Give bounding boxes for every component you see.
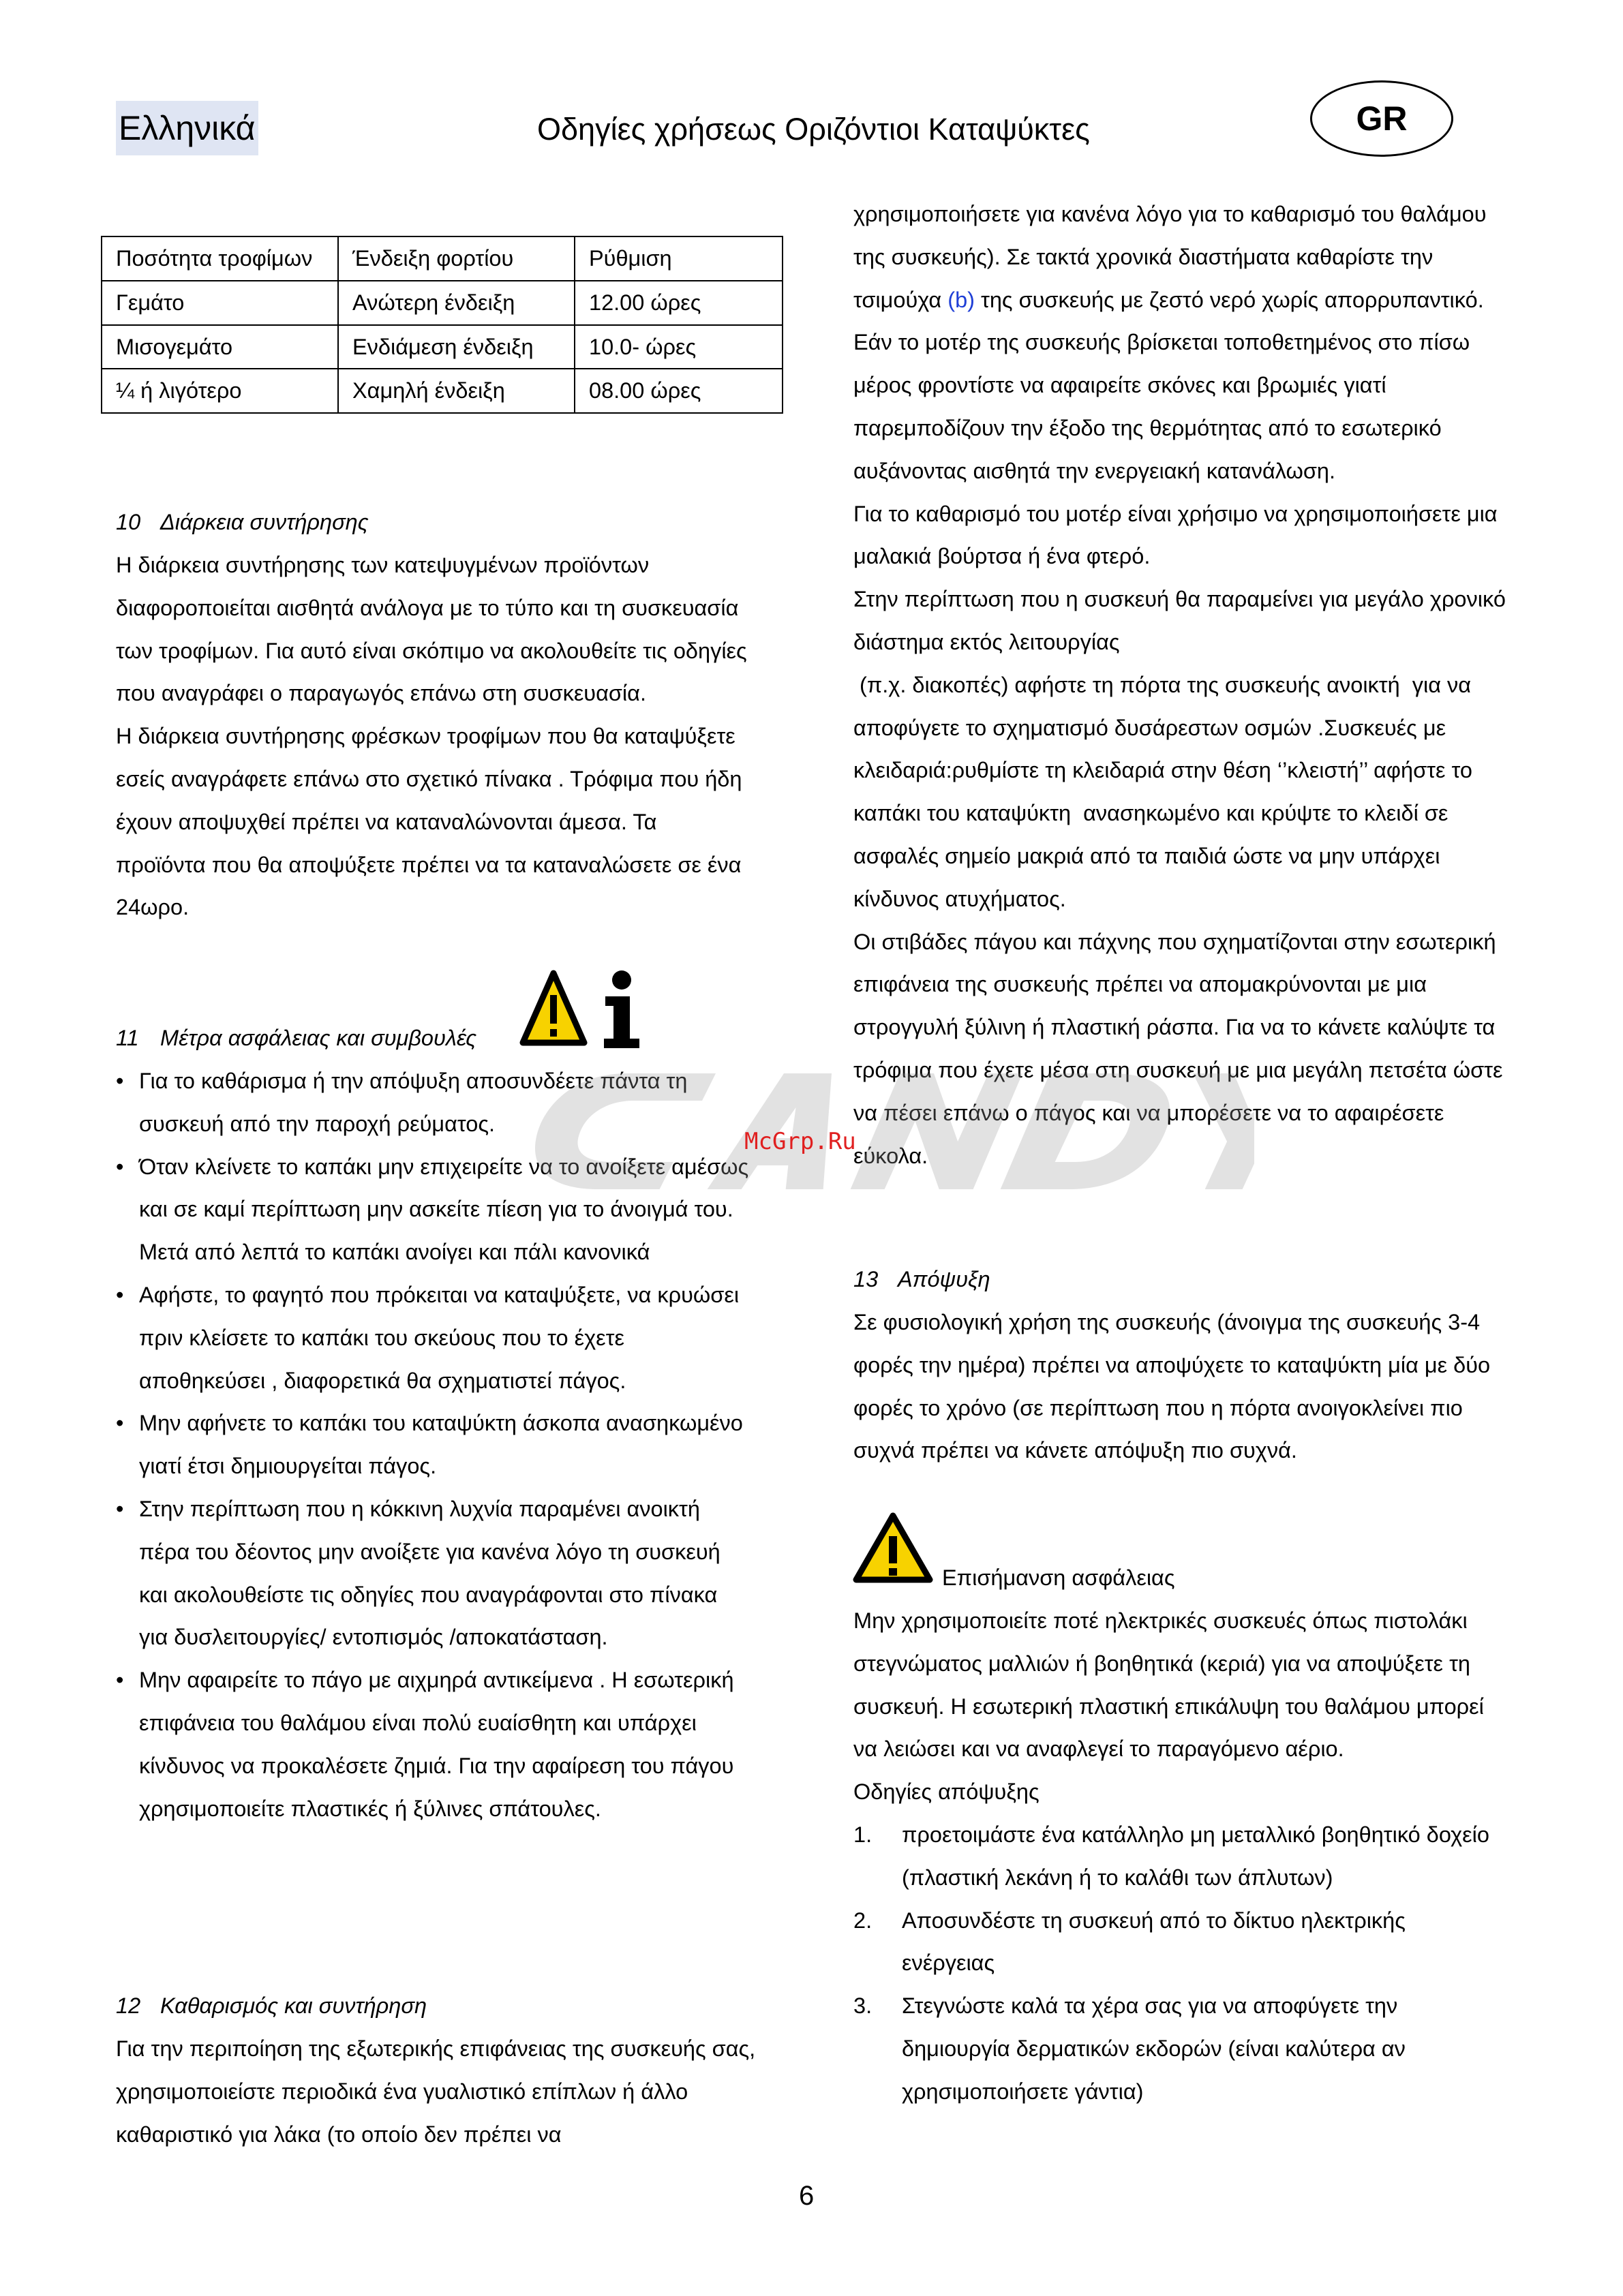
table-cell: Ανώτερη ένδειξη	[338, 281, 575, 325]
instructions-title: Οδηγίες απόψυξης	[853, 1779, 1040, 1805]
loading-table	[101, 236, 783, 414]
country-badge: GR	[1310, 80, 1453, 157]
paragraph: Για το καθαρισμό του μοτέρ είναι χρήσιμο να χρησιμοποιήσετε μια μαλακιά βούρτσα ή ένα φτερό.	[853, 501, 1498, 569]
paragraph: Η διάρκεια συντήρησης των κατεψυγμένων προϊόντων διαφοροποιείται αισθητά ανάλογα με το τύπο και τη συσκευασία των τροφίμων. Για αυτό είναι σκόπιμο να ακολουθείτε τις οδηγίες που αναγράφει ο παραγωγός επάνω στη συσκευασία.	[116, 553, 747, 706]
list-item: • Στην περίπτωση που η κόκκινη λυχνία παραμένει ανοικτή πέρα του δέοντος μην ανοίξετε για κανένα λόγο τη συσκευή και ακολουθείστε τις οδηγίες που αναγράφονται στο πίνακα για δυσλειτουργίες/ εντοπισμός /αποκατάσταση.	[116, 1488, 750, 1659]
section-13-heading	[853, 1258, 990, 1301]
table-cell: Ένδειξη φορτίου	[338, 236, 575, 281]
list-item: • Όταν κλείνετε το καπάκι μην επιχειρείτε να το ανοίξετε αμέσως και σε καμί περίπτωση μην ασκείτε πίεση για το άνοιγμά του. Μετά από λεπτά το καπάκι ανοίγει και πάλι κανονικά	[116, 1146, 750, 1274]
section-12-body-right	[853, 193, 1508, 1177]
section-10-body	[116, 544, 750, 929]
step-number: 3.	[853, 1993, 873, 2019]
section-11-body	[116, 1060, 750, 1830]
section-title: Μέτρα ασφάλειας και συμβουλές	[160, 1026, 477, 1050]
section-13-body	[853, 1599, 1501, 2113]
list-item	[853, 1813, 1501, 1899]
section-number: 12	[116, 1993, 141, 2018]
table-cell: 10.0- ώρες	[575, 325, 783, 369]
section-10-heading	[116, 501, 369, 544]
section-number: 10	[116, 510, 141, 534]
text-run: χρησιμοποιήσετε για κανένα λόγο για το καθαρισμό του θαλάμου της συσκευής). Σε τακτά χρονικά διαστήματα καθαρίστε την τσιμούχα	[853, 202, 1487, 312]
section-number: 11	[116, 1026, 139, 1050]
safety-list	[116, 1060, 750, 1830]
safety-warning-title: Επισήμανση ασφάλειας	[942, 1565, 1175, 1590]
section-number: 13	[853, 1267, 879, 1291]
paragraph: Σε φυσιολογική χρήση της συσκευής (άνοιγμα της συσκευής 3-4 φορές την ημέρα) πρέπει να αποψύχετε το καταψύκτη μία με δύο φορές το χρόνο (σε περίπτωση που η πόρτα ανοιγοκλείνει πιο συχνά πρέπει να κάνετε απόψυξη πιο συχνά.	[853, 1310, 1491, 1463]
table-cell: Χαμηλή ένδειξη	[338, 369, 575, 413]
step-number: 1.	[853, 1822, 873, 1847]
section-13-intro	[853, 1301, 1501, 1472]
paragraph	[853, 193, 1508, 321]
section-title: Διάρκεια συντήρησης	[160, 510, 369, 534]
paragraph: Για την περιποίηση της εξωτερικής επιφάνειας της συσκευής σας, χρησιμοποιείστε περιοδικά ένα γυαλιστικό επίπλων ή άλλο καθαριστικό για λάκα (το οποίο δεν πρέπει να	[116, 2036, 756, 2147]
table-row	[102, 369, 783, 413]
step-text: Αποσυνδέστε τη συσκευή από το δίκτυο ηλεκτρικής ενέργειας	[902, 1908, 1406, 1976]
list-item	[853, 1985, 1501, 2113]
watermark-text: McGrp.Ru	[744, 1128, 856, 1155]
paragraph: Στην περίπτωση που η συσκευή θα παραμείνει για μεγάλο χρονικό διάστημα εκτός λειτουργίας	[853, 587, 1506, 654]
defrost-steps	[853, 1813, 1501, 2113]
text-run: της συσκευής με ζεστό νερό χωρίς απορρυπαντικό.	[974, 287, 1484, 312]
seal-reference: (b)	[947, 287, 975, 312]
list-item: • Αφήστε, το φαγητό που πρόκειται να καταψύξετε, να κρυώσει πριν κλείσετε το καπάκι του σκεύους που το έχετε αποθηκεύσει , διαφορετικά θα σχηματιστεί πάγος.	[116, 1274, 750, 1402]
table-row	[102, 236, 783, 281]
step-text: Στεγνώστε καλά τα χέρα σας για να αποφύγετε την δημιουργία δερματικών εκδορών (είναι καλύτερα αν χρησιμοποιήσετε γάντια)	[902, 1993, 1406, 2104]
section-title: Καθαρισμός και συντήρηση	[160, 1993, 427, 2018]
warning-info-icon	[519, 968, 653, 1053]
table-cell: ¼ ή λιγότερο	[102, 369, 338, 413]
table-row	[102, 325, 783, 369]
paragraph: Εάν το μοτέρ της συσκευής βρίσκεται τοποθετημένος στο πίσω μέρος φροντίστε να αφαιρείτε σκόνες και βρωμιές γιατί παρεμποδίζουν την έξοδο της θερμότητας από το εσωτερικό αυξάνοντας αισθητά την ενεργειακή κατανάλωση.	[853, 330, 1470, 483]
list-item: • Μην αφήνετε το καπάκι του καταψύκτη άσκοπα ανασηκωμένο γιατί έτσι δημιουργείται πάγος.	[116, 1402, 750, 1488]
table-cell: 08.00 ώρες	[575, 369, 783, 413]
list-item: • Για το καθάρισμα ή την απόψυξη αποσυνδέετε πάντα τη συσκευή από την παροχή ρεύματος.	[116, 1060, 750, 1146]
paragraph: Οι στιβάδες πάγου και πάχνης που σχηματίζονται στην εσωτερική επιφάνεια της συσκευής πρέπει να απομακρύνονται με μια στρογγυλή ξύλινη ή πλαστική ράσπα. Για να το κάνετε καλύψτε τα τρόφιμα που έχετε μέσα στη συσκευή με μια μεγάλη πετσέτα ώστε να πέσει επάνω ο πάγος και να μπορέσετε να το αφαιρέσετε εύκολα.	[853, 929, 1503, 1168]
table-row	[102, 281, 783, 325]
table-cell: Γεμάτο	[102, 281, 338, 325]
list-item: • Μην αφαιρείτε το πάγο με αιχμηρά αντικείμενα . Η εσωτερική επιφάνεια του θαλάμου είναι πολύ ευαίσθητη και υπάρχει κίνδυνος να προκαλέσετε ζημιά. Για την αφαίρεση του πάγου χρησιμοποιείτε πλαστικές ή ξύλινες σπάτουλες.	[116, 1659, 750, 1830]
paragraph: Μην χρησιμοποιείτε ποτέ ηλεκτρικές συσκευές όπως πιστολάκι στεγνώματος μαλλιών ή βοηθητικά (κεριά) για να αποψύξετε τη συσκευή. Η εσωτερική πλαστική επικάλυψη του θαλάμου μπορεί να λειώσει και να αναφλεγεί το παραγόμενο αέριο.	[853, 1608, 1484, 1762]
step-number: 2.	[853, 1908, 873, 1933]
step-text: προετοιμάστε ένα κατάλληλο μη μεταλλικό βοηθητικό δοχείο (πλαστική λεκάνη ή το καλάθι των άπλυτων)	[902, 1822, 1489, 1890]
paragraph: Η διάρκεια συντήρησης φρέσκων τροφίμων που θα καταψύξετε εσείς αναγράφετε επάνω στο σχετικό πίνακα . Τρόφιμα που ήδη έχουν αποψυχθεί πρέπει να καταναλώνονται άμεσα. Τα προϊόντα που θα αποψύξετε πρέπει να τα καταναλώσετε σε ένα 24ωρο.	[116, 724, 742, 920]
list-item	[853, 1899, 1501, 1985]
section-12-heading	[116, 1985, 427, 2027]
section-12-body-left	[116, 2027, 770, 2156]
table-cell: Μισογεμάτο	[102, 325, 338, 369]
header-title: Οδηγίες χρήσεως Οριζόντιοι Καταψύκτες	[537, 112, 1090, 147]
page-number: 6	[799, 2181, 815, 2211]
section-title: Απόψυξη	[898, 1267, 990, 1291]
table-cell: Ποσότητα τροφίμων	[102, 236, 338, 281]
header-language: Ελληνικά	[116, 101, 258, 155]
paragraph: (π.χ. διακοπές) αφήστε τη πόρτα της συσκευής ανοικτή για να αποφύγετε το σχηματισμό δυσάρεστων οσμών .Συσκευές με κλειδαριά:ρυθμίστε τη κλειδαριά στην θέση ‘’κλειστή’’ αφήστε το καπάκι του καταψύκτη ανασηκωμένο και κρύψτε το κλειδί σε ασφαλές σημείο μακριά από τα παιδιά ώστε να μην υπάρχει κίνδυνος ατυχήματος.	[853, 672, 1478, 911]
section-11-heading	[116, 1017, 476, 1060]
table-cell: Ρύθμιση	[575, 236, 783, 281]
table-cell: Ενδιάμεση ένδειξη	[338, 325, 575, 369]
table-cell: 12.00 ώρες	[575, 281, 783, 325]
warning-icon	[852, 1512, 934, 1584]
